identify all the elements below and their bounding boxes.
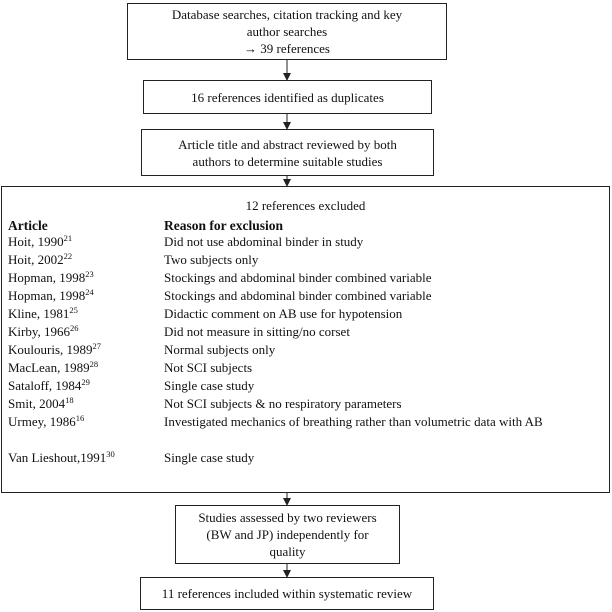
included-box <box>140 577 434 610</box>
excluded-reason: Investigated mechanics of breathing rather than volumetric data with AB <box>164 414 543 429</box>
assessed-line-2: (BW and JP) independently for <box>206 527 369 542</box>
excluded-article <box>8 251 72 268</box>
duplicates-box <box>143 80 432 114</box>
excluded-reason: Did not measure in sitting/no corset <box>164 324 350 339</box>
excluded-reason: Not SCI subjects & no respiratory parameters <box>164 396 402 411</box>
excluded-article-name: Sataloff, 1984 <box>8 378 82 393</box>
review-line-1: Article title and abstract reviewed by both <box>178 136 397 152</box>
excluded-article-ref: 24 <box>85 287 94 297</box>
excluded-article-name: Smit, 2004 <box>8 396 66 411</box>
excluded-article-ref: 18 <box>65 395 74 405</box>
excluded-reason: Didactic comment on AB use for hypotension <box>164 306 403 321</box>
duplicates-line-1: 16 references identified as duplicates <box>191 89 384 105</box>
excluded-reason: Not SCI subjects <box>164 360 253 375</box>
excluded-article-name: Hoit, 1990 <box>8 234 64 249</box>
excluded-article-name: Urmey, 1986 <box>8 414 76 429</box>
excluded-title: 12 references excluded <box>245 198 366 213</box>
excluded-article <box>8 359 98 376</box>
assessed-line-1: Studies assessed by two reviewers <box>198 510 377 525</box>
excluded-reason: Single case study <box>164 450 255 465</box>
excluded-reason: Stockings and abdominal binder combined variable <box>164 270 432 285</box>
search-box <box>127 3 447 60</box>
excluded-reason: Single case study <box>164 378 255 393</box>
excluded-reason: Two subjects only <box>164 252 259 267</box>
excluded-article-name: Van Lieshout,1991 <box>8 450 107 465</box>
excluded-article-name: Hopman, 1998 <box>8 270 86 285</box>
search-line-2: author searches <box>246 24 328 39</box>
excluded-article-name: Kline, 1981 <box>8 306 70 321</box>
article-column-header: Article <box>8 218 48 233</box>
excluded-article <box>8 395 74 412</box>
excluded-reason: Normal subjects only <box>164 342 276 357</box>
reason-column-header: Reason for exclusion <box>164 218 284 233</box>
review-box <box>141 129 434 176</box>
search-line-1: Database searches, citation tracking and key <box>171 7 403 22</box>
excluded-article <box>8 305 78 322</box>
excluded-article-ref: 25 <box>69 305 78 315</box>
excluded-article <box>8 323 79 340</box>
excluded-article-ref: 26 <box>70 323 79 333</box>
excluded-article-ref: 23 <box>85 269 94 279</box>
excluded-article <box>8 341 101 358</box>
excluded-article-name: Koulouris, 1989 <box>8 342 93 357</box>
excluded-article <box>8 269 94 286</box>
excluded-reason: Did not use abdominal binder in study <box>164 234 364 249</box>
review-line-2: authors to determine suitable studies <box>192 153 383 169</box>
excluded-article <box>8 413 84 430</box>
excluded-article-name: Hoit, 2002 <box>8 252 64 267</box>
excluded-article-ref: 21 <box>63 233 73 243</box>
excluded-article <box>8 449 115 466</box>
excluded-article-ref: 30 <box>106 449 115 459</box>
included-line-1: 11 references included within systematic review <box>161 586 413 601</box>
excluded-article <box>8 233 72 250</box>
excluded-article-ref: 16 <box>75 413 85 423</box>
assessed-line-3: quality <box>269 544 306 559</box>
excluded-article-ref: 29 <box>81 377 90 387</box>
excluded-article-ref: 28 <box>89 359 99 369</box>
assessed-box <box>175 505 400 564</box>
excluded-article <box>8 377 90 394</box>
excluded-article-name: Hopman, 1998 <box>8 288 86 303</box>
search-line-3: → 39 references <box>244 41 330 56</box>
excluded-article-name: Kirby, 1966 <box>8 324 70 339</box>
excluded-article-ref: 22 <box>63 251 73 261</box>
excluded-box <box>1 186 610 493</box>
excluded-article-name: MacLean, 1989 <box>8 360 90 375</box>
excluded-article-ref: 27 <box>92 341 101 351</box>
excluded-reason: Stockings and abdominal binder combined variable <box>164 288 432 303</box>
excluded-article <box>8 287 94 304</box>
